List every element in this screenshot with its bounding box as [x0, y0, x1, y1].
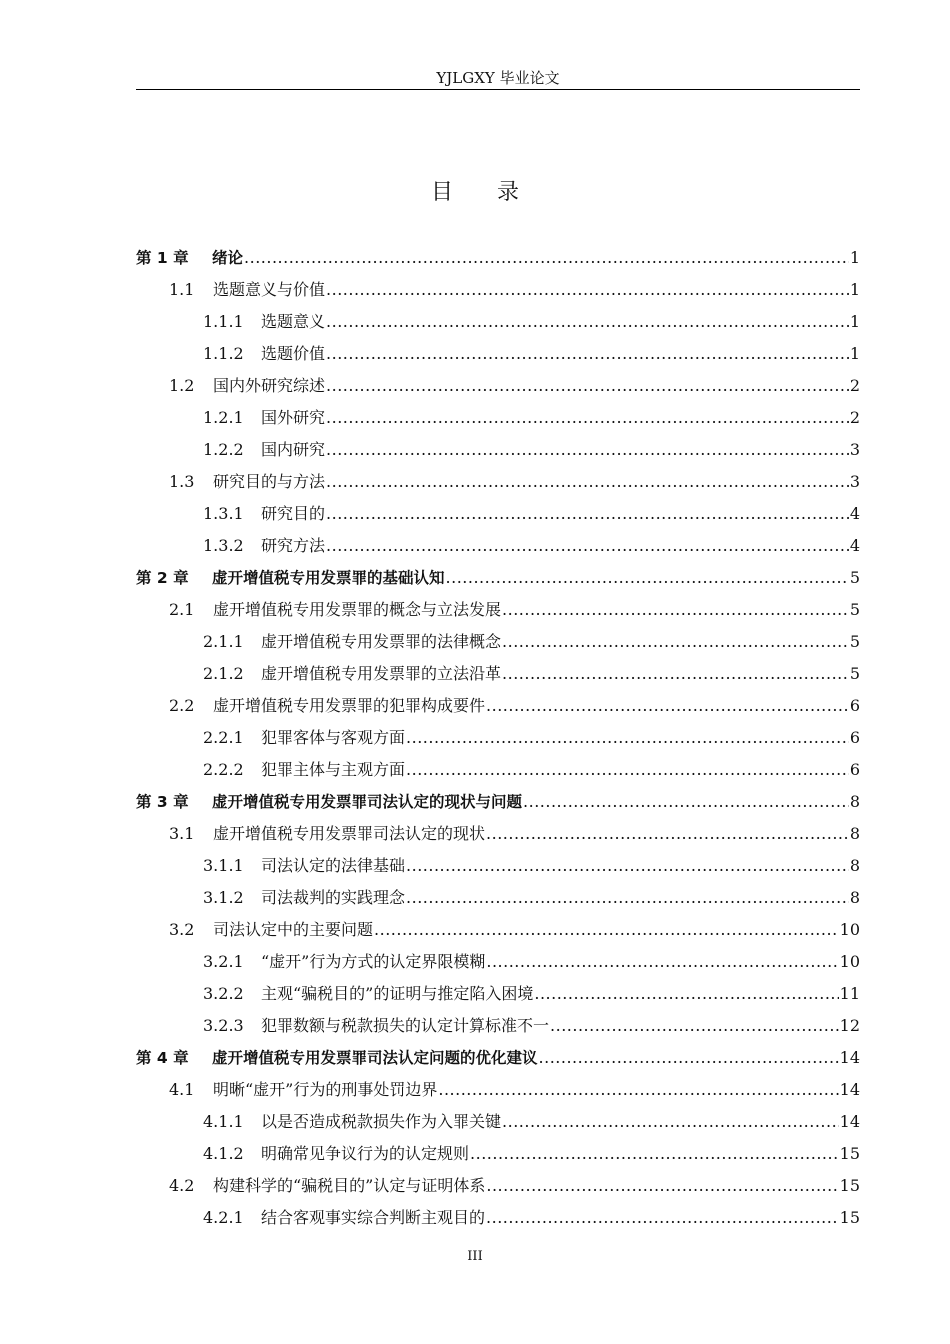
toc-entry-page: 1 — [849, 280, 860, 299]
toc-dot-leader — [326, 530, 849, 562]
toc-dot-leader — [486, 1202, 839, 1234]
toc-entry-page: 5 — [849, 664, 860, 683]
toc-dot-leader — [406, 722, 849, 754]
toc-entry-number: 1.3.2 — [203, 536, 244, 555]
toc-entry-number: 第 2 章 — [136, 569, 189, 587]
toc-list — [136, 242, 860, 1234]
toc-entry-number: 3.1.1 — [203, 856, 244, 875]
toc-entry-title: 选题意义与价值 — [213, 280, 326, 299]
toc-entry[interactable] — [136, 1042, 860, 1074]
toc-dot-leader — [326, 466, 849, 498]
toc-entry[interactable] — [136, 754, 860, 786]
toc-title-char-1: 目 — [430, 180, 453, 205]
toc-entry-title: 结合客观事实综合判断主观目的 — [261, 1208, 486, 1227]
toc-entry[interactable] — [136, 242, 860, 274]
toc-entry-page: 15 — [839, 1176, 860, 1195]
toc-entry-number: 4.2.1 — [203, 1208, 244, 1227]
toc-entry-page: 8 — [849, 824, 860, 843]
toc-entry-page: 8 — [849, 888, 860, 907]
toc-entry-title: 司法认定的法律基础 — [261, 856, 406, 875]
toc-entry[interactable] — [136, 722, 860, 754]
toc-entry-title: “虚开”行为方式的认定界限模糊 — [261, 952, 486, 971]
toc-entry-page: 6 — [849, 760, 860, 779]
toc-entry-title: 虚开增值税专用发票罪的立法沿革 — [261, 664, 502, 683]
toc-entry[interactable] — [136, 1202, 860, 1234]
toc-dot-leader — [406, 882, 849, 914]
toc-entry[interactable] — [136, 882, 860, 914]
toc-entry-number: 4.1.1 — [203, 1112, 244, 1131]
toc-dot-leader — [523, 786, 849, 818]
toc-entry[interactable] — [136, 594, 860, 626]
toc-entry-page: 5 — [849, 568, 860, 587]
toc-entry-page: 15 — [839, 1144, 860, 1163]
toc-entry[interactable] — [136, 434, 860, 466]
toc-dot-leader — [550, 1010, 839, 1042]
toc-entry-title: 绪论 — [212, 249, 244, 267]
toc-dot-leader — [486, 818, 849, 850]
toc-entry-page: 10 — [839, 920, 860, 939]
toc-dot-leader — [406, 754, 849, 786]
toc-entry[interactable] — [136, 338, 860, 370]
toc-entry-number: 3.1.2 — [203, 888, 244, 907]
toc-entry-number: 第 3 章 — [136, 793, 189, 811]
toc-entry-page: 8 — [849, 792, 860, 811]
toc-entry-page: 12 — [839, 1016, 860, 1035]
toc-entry-title: 司法裁判的实践理念 — [261, 888, 406, 907]
toc-entry-page: 8 — [849, 856, 860, 875]
toc-entry-number: 第 4 章 — [136, 1049, 189, 1067]
toc-dot-leader — [374, 914, 839, 946]
toc-dot-leader — [539, 1042, 839, 1074]
toc-entry[interactable] — [136, 946, 860, 978]
toc-entry-page: 3 — [849, 440, 860, 459]
toc-entry[interactable] — [136, 690, 860, 722]
toc-entry-page: 5 — [849, 632, 860, 651]
toc-entry[interactable] — [136, 530, 860, 562]
toc-entry-number: 1.2 — [169, 376, 195, 395]
toc-entry[interactable] — [136, 370, 860, 402]
toc-entry-title: 明晰“虚开”行为的刑事处罚边界 — [213, 1080, 438, 1099]
toc-entry-page: 1 — [849, 312, 860, 331]
toc-dot-leader — [326, 434, 849, 466]
toc-entry[interactable] — [136, 274, 860, 306]
toc-dot-leader — [486, 690, 849, 722]
toc-dot-leader — [502, 594, 849, 626]
toc-title — [0, 178, 950, 208]
toc-entry-title: 虚开增值税专用发票罪的概念与立法发展 — [213, 600, 502, 619]
toc-dot-leader — [438, 1074, 838, 1106]
toc-entry-page: 2 — [849, 408, 860, 427]
toc-entry[interactable] — [136, 1074, 860, 1106]
toc-entry-title: 国外研究 — [261, 408, 326, 427]
toc-entry[interactable] — [136, 850, 860, 882]
toc-entry-title: 选题意义 — [261, 312, 326, 331]
toc-entry-page: 14 — [839, 1080, 860, 1099]
toc-entry-number: 3.1 — [169, 824, 195, 843]
toc-entry[interactable] — [136, 786, 860, 818]
toc-entry-title: 虚开增值税专用发票罪司法认定的现状 — [213, 824, 486, 843]
toc-entry-page: 15 — [839, 1208, 860, 1227]
toc-entry-number: 2.1.1 — [203, 632, 244, 651]
toc-entry-number: 4.1.2 — [203, 1144, 244, 1163]
toc-entry-number: 3.2.2 — [203, 984, 244, 1003]
toc-dot-leader — [502, 626, 849, 658]
toc-entry[interactable] — [136, 626, 860, 658]
toc-entry-title: 国内外研究综述 — [213, 376, 326, 395]
toc-dot-leader — [406, 850, 849, 882]
toc-dot-leader — [326, 498, 849, 530]
toc-dot-leader — [446, 562, 849, 594]
toc-entry-title: 犯罪客体与客观方面 — [261, 728, 406, 747]
toc-entry-title: 司法认定中的主要问题 — [213, 920, 374, 939]
toc-entry-number: 3.2.1 — [203, 952, 244, 971]
toc-entry[interactable] — [136, 562, 860, 594]
toc-entry-page: 5 — [849, 600, 860, 619]
toc-entry-title: 研究目的与方法 — [213, 472, 326, 491]
toc-dot-leader — [486, 1170, 838, 1202]
toc-entry-page: 6 — [849, 696, 860, 715]
toc-entry-page: 3 — [849, 472, 860, 491]
toc-entry-title: 虚开增值税专用发票罪的法律概念 — [261, 632, 502, 651]
toc-entry[interactable] — [136, 658, 860, 690]
toc-dot-leader — [534, 978, 838, 1010]
toc-entry-number: 1.1.1 — [203, 312, 244, 331]
toc-entry[interactable] — [136, 1138, 860, 1170]
toc-entry-title: 主观“骗税目的”的证明与推定陷入困境 — [261, 984, 534, 1003]
toc-entry-title: 虚开增值税专用发票罪的犯罪构成要件 — [213, 696, 486, 715]
toc-entry[interactable] — [136, 914, 860, 946]
toc-entry[interactable] — [136, 306, 860, 338]
toc-entry-page: 11 — [839, 984, 860, 1003]
toc-dot-leader — [326, 370, 849, 402]
toc-entry-page: 4 — [849, 536, 860, 555]
toc-entry[interactable] — [136, 1010, 860, 1042]
toc-entry-number: 第 1 章 — [136, 249, 189, 267]
toc-entry-page: 1 — [849, 344, 860, 363]
toc-entry-number: 3.2 — [169, 920, 195, 939]
toc-entry[interactable] — [136, 978, 860, 1010]
toc-entry-number: 4.1 — [169, 1080, 195, 1099]
toc-entry-title: 国内研究 — [261, 440, 326, 459]
toc-entry[interactable] — [136, 466, 860, 498]
page-number: III — [467, 1249, 483, 1264]
toc-entry-number: 1.3.1 — [203, 504, 244, 523]
toc-entry-number: 1.2.2 — [203, 440, 244, 459]
toc-dot-leader — [502, 658, 849, 690]
toc-entry-title: 研究目的 — [261, 504, 326, 523]
page-header: YJLGXY 毕业论文 — [436, 69, 560, 87]
toc-entry-page: 1 — [849, 248, 860, 267]
toc-entry-number: 1.2.1 — [203, 408, 244, 427]
toc-dot-leader — [326, 274, 849, 306]
toc-entry-title: 选题价值 — [261, 344, 326, 363]
toc-entry-title: 犯罪主体与主观方面 — [261, 760, 406, 779]
toc-entry-title: 犯罪数额与税款损失的认定计算标准不一 — [261, 1016, 550, 1035]
toc-entry[interactable] — [136, 402, 860, 434]
toc-entry-page: 14 — [839, 1112, 860, 1131]
toc-entry-number: 1.3 — [169, 472, 195, 491]
toc-entry-number: 4.2 — [169, 1176, 195, 1195]
toc-entry[interactable] — [136, 498, 860, 530]
toc-entry[interactable] — [136, 1170, 860, 1202]
toc-dot-leader — [326, 338, 849, 370]
toc-entry-page: 10 — [839, 952, 860, 971]
toc-dot-leader — [502, 1106, 839, 1138]
header-rule — [136, 89, 860, 90]
toc-entry-title: 研究方法 — [261, 536, 326, 555]
toc-dot-leader — [326, 306, 849, 338]
toc-dot-leader — [486, 946, 838, 978]
toc-entry-number: 2.2.2 — [203, 760, 244, 779]
toc-dot-leader — [470, 1138, 839, 1170]
toc-entry-number: 2.1 — [169, 600, 195, 619]
toc-entry-page: 2 — [849, 376, 860, 395]
toc-entry-title: 明确常见争议行为的认定规则 — [261, 1144, 470, 1163]
toc-entry-page: 14 — [839, 1048, 860, 1067]
toc-entry-title: 构建科学的“骗税目的”认定与证明体系 — [213, 1176, 486, 1195]
toc-entry-number: 3.2.3 — [203, 1016, 244, 1035]
toc-entry-title: 以是否造成税款损失作为入罪关键 — [261, 1112, 502, 1131]
toc-entry[interactable] — [136, 818, 860, 850]
toc-entry-page: 6 — [849, 728, 860, 747]
toc-title-char-2: 录 — [497, 180, 520, 205]
toc-entry-number: 2.1.2 — [203, 664, 244, 683]
toc-entry-page: 4 — [849, 504, 860, 523]
toc-entry[interactable] — [136, 1106, 860, 1138]
toc-entry-number: 2.2.1 — [203, 728, 244, 747]
toc-dot-leader — [244, 242, 849, 274]
toc-entry-title: 虚开增值税专用发票罪司法认定的现状与问题 — [212, 793, 523, 811]
toc-entry-number: 1.1.2 — [203, 344, 244, 363]
toc-entry-title: 虚开增值税专用发票罪司法认定问题的优化建议 — [212, 1049, 538, 1067]
toc-entry-number: 1.1 — [169, 280, 195, 299]
toc-dot-leader — [326, 402, 849, 434]
toc-entry-number: 2.2 — [169, 696, 195, 715]
toc-entry-title: 虚开增值税专用发票罪的基础认知 — [212, 569, 445, 587]
